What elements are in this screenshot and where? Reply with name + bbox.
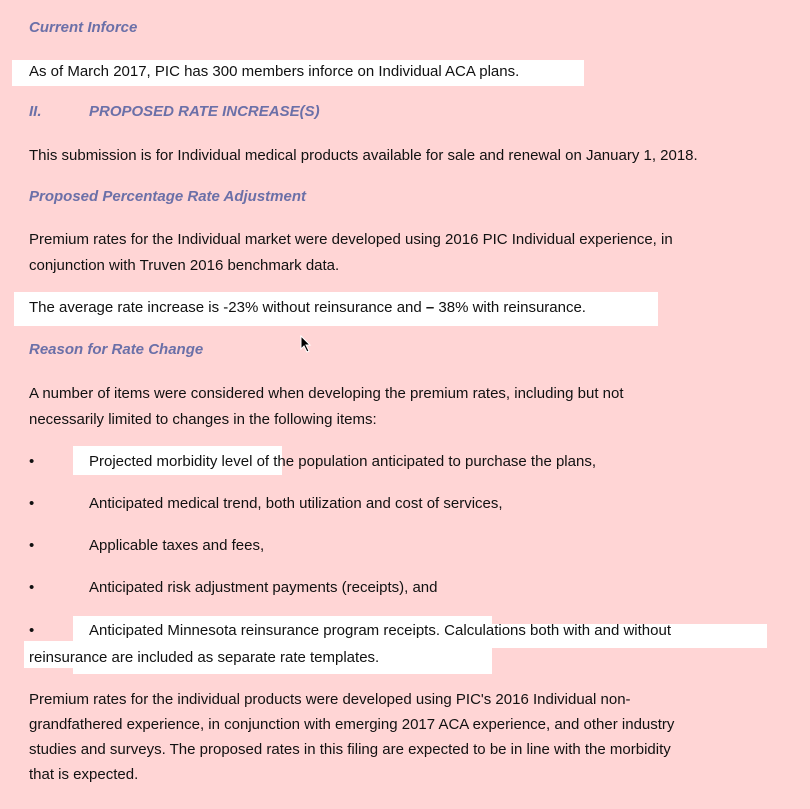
submission-text: This submission is for Individual medical products available for sale and renewal on January 1, 2018. [29, 147, 698, 164]
average-rate-text [29, 298, 586, 318]
average-post: 38% with reinsurance. [434, 299, 586, 316]
final-text-line: that is expected. [29, 766, 139, 783]
premium-text-line: conjunction with Truven 2016 benchmark data. [29, 257, 340, 274]
bullet-item: Projected morbidity level of the population anticipated to purchase the plans, [89, 453, 596, 470]
bullet-item: Anticipated risk adjustment payments (receipts), and [89, 579, 438, 596]
bullet-icon: • [29, 579, 35, 596]
dash: – [425, 299, 435, 316]
inforce-text: As of March 2017, PIC has 300 members inforce on Individual ACA plans. [29, 63, 520, 80]
bullet-icon: • [29, 495, 35, 512]
bullet-item-continuation: reinsurance are included as separate rate templates. [29, 649, 380, 666]
final-text-line: grandfathered experience, in conjunction with emerging 2017 ACA experience, and other industry [29, 716, 675, 733]
reason-text-line: A number of items were considered when developing the premium rates, including but not [29, 385, 624, 402]
section-number: II. [29, 103, 42, 120]
bullet-item: Anticipated medical trend, both utilization and cost of services, [89, 495, 503, 512]
heading-rate-adjustment: Proposed Percentage Rate Adjustment [29, 188, 307, 205]
heading-reason: Reason for Rate Change [29, 341, 204, 358]
final-text-line: studies and surveys. The proposed rates in this filing are expected to be in line with the morbidity [29, 741, 671, 758]
reason-text-line: necessarily limited to changes in the following items: [29, 411, 377, 428]
premium-text-line: Premium rates for the Individual market were developed using 2016 PIC Individual experience, in [29, 231, 673, 248]
mouse-cursor-icon [300, 335, 312, 353]
bullet-icon: • [29, 537, 35, 554]
heading-current-inforce: Current Inforce [29, 19, 138, 36]
section-title: PROPOSED RATE INCREASE(S) [89, 103, 320, 120]
average-pre: The average rate increase is -23% without reinsurance and [29, 299, 426, 316]
bullet-item: Applicable taxes and fees, [89, 537, 265, 554]
final-text-line: Premium rates for the individual products were developed using PIC's 2016 Individual non- [29, 691, 631, 708]
bullet-item: Anticipated Minnesota reinsurance program receipts. Calculations both with and without [89, 622, 671, 639]
bullet-icon: • [29, 453, 35, 470]
bullet-icon: • [29, 622, 35, 639]
